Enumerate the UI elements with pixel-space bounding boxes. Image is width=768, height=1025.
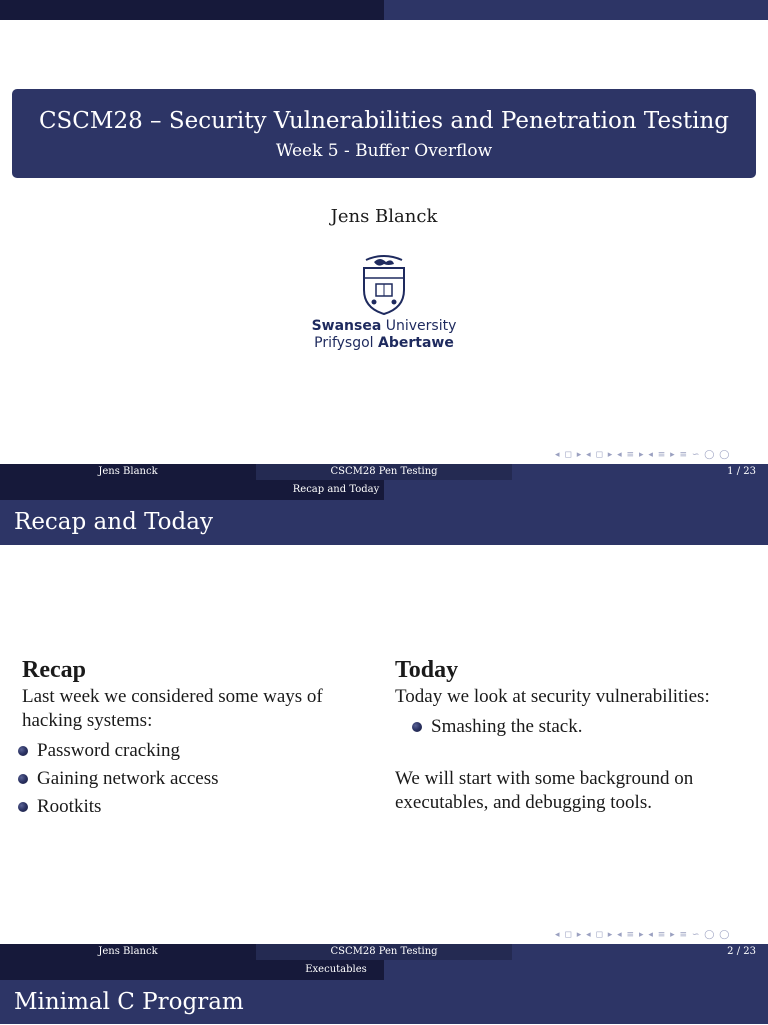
today-text: Today we look at security vulnerabilities:	[395, 686, 710, 707]
today-list	[395, 713, 745, 741]
logo-word-abertawe: Abertawe	[378, 335, 454, 351]
footer-page-number: 2 / 23	[727, 946, 756, 957]
frame-title: Minimal C Program	[14, 989, 244, 1015]
recap-text: Last week we considered some ways of hacking systems:	[22, 686, 323, 731]
list-item-text: Smashing the stack.	[431, 716, 583, 737]
footer-course: CSCM28 Pen Testing	[256, 944, 512, 960]
bullet-icon	[18, 774, 28, 784]
footer-page	[512, 464, 768, 480]
list-item	[394, 713, 745, 741]
logo-word-prifysgol: Prifysgol	[314, 335, 379, 351]
section-strip	[0, 960, 768, 980]
logo-line-1	[300, 318, 468, 334]
frame-title-bar	[0, 500, 768, 545]
logo-line-2	[300, 335, 468, 351]
list-item-text: Rootkits	[37, 796, 102, 817]
footer-author: Jens Blanck	[0, 464, 256, 480]
section-strip-right	[384, 960, 768, 980]
title-block	[12, 89, 756, 178]
top-strip-left	[0, 0, 384, 20]
footer-bar	[0, 464, 768, 480]
section-name[interactable]: Recap and Today	[292, 484, 380, 495]
list-item	[0, 765, 362, 793]
university-logo	[300, 254, 468, 358]
university-crest-icon	[362, 254, 406, 316]
recap-heading: Recap	[22, 657, 86, 683]
footer-page	[512, 944, 768, 960]
bullet-icon	[412, 722, 422, 732]
logo-word-swansea: Swansea	[311, 318, 382, 334]
section-name[interactable]: Executables	[305, 964, 367, 975]
top-strip-right	[384, 0, 768, 20]
logo-word-university: University	[381, 318, 457, 334]
bullet-icon	[18, 802, 28, 812]
today-heading: Today	[395, 657, 459, 683]
footer-page-number: 1 / 23	[727, 466, 756, 477]
section-strip-left	[0, 960, 384, 980]
footer-bar	[0, 944, 768, 960]
frame-title: Recap and Today	[14, 509, 213, 535]
today-column	[395, 655, 745, 815]
beamer-nav-symbols[interactable]: ◂ ◻ ▸ ◂ ◻ ▸ ◂ ≡ ▸ ◂ ≡ ▸ ≡ ∽ ◯ ◯	[555, 930, 731, 940]
bullet-icon	[18, 746, 28, 756]
list-item	[0, 737, 362, 765]
recap-list	[22, 737, 362, 821]
recap-column	[22, 655, 362, 821]
list-item-text: Password cracking	[37, 740, 180, 761]
slide-subtitle: Week 5 - Buffer Overflow	[275, 141, 493, 161]
list-item-text: Gaining network access	[37, 768, 219, 789]
footer-author: Jens Blanck	[0, 944, 256, 960]
footer-course: CSCM28 Pen Testing	[256, 464, 512, 480]
section-strip	[0, 480, 768, 500]
section-strip-right	[384, 480, 768, 500]
beamer-nav-symbols[interactable]: ◂ ◻ ▸ ◂ ◻ ▸ ◂ ≡ ▸ ◂ ≡ ▸ ≡ ∽ ◯ ◯	[555, 450, 731, 460]
frame-title-bar	[0, 980, 768, 1024]
section-strip-left	[0, 480, 384, 500]
slide-title: CSCM28 – Security Vulnerabilities and Penetration Testing	[38, 108, 730, 134]
today-text-2: We will start with some background on executables, and debugging tools.	[395, 768, 694, 813]
author-name: Jens Blanck	[330, 206, 438, 227]
list-item	[0, 793, 362, 821]
